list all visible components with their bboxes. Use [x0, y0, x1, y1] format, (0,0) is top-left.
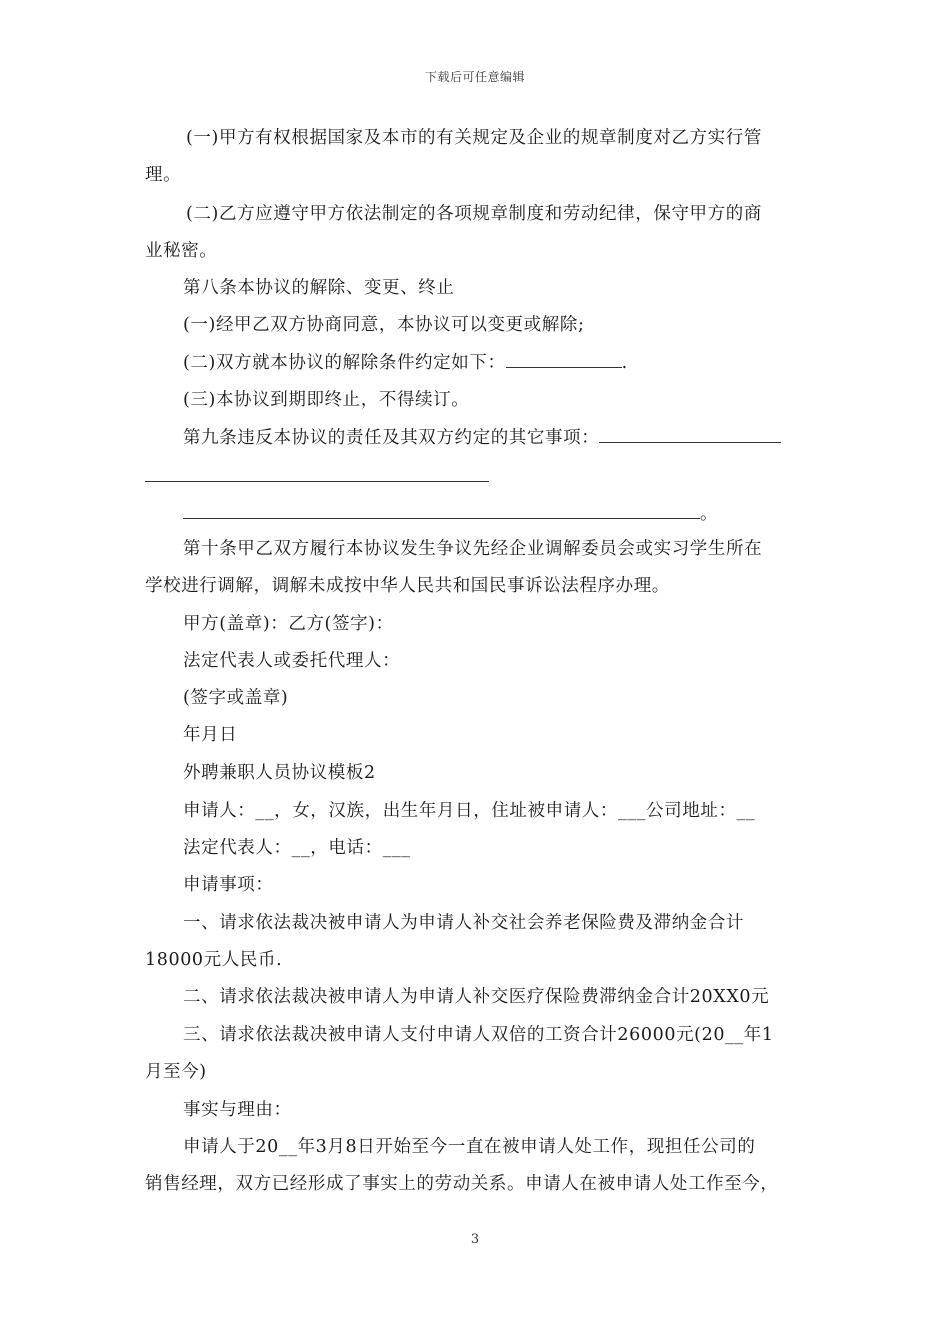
- legal-representative-info: 法定代表人：__，电话：___: [183, 838, 411, 858]
- applicant-info: 申请人：__，女，汉族，出生年月日，住址被申请人：___公司地址：__: [183, 801, 756, 821]
- facts-line-1: 申请人于20__年3月8日开始至今一直在被申请人处工作，现担任公司的: [183, 1137, 756, 1157]
- clause-2-line-1: (二)乙方应遵守甲方依法制定的各项规章制度和劳动纪律，保守甲方的商: [186, 204, 762, 224]
- blank-line: [183, 504, 700, 519]
- claim-1-line-1: 一、请求依法裁决被申请人为申请人补交社会养老保险费及滞纳金合计: [183, 913, 745, 933]
- article-10-line-1: 第十条甲乙双方履行本协议发生争议先经企业调解委员会或实习学生所在: [183, 539, 763, 559]
- article-8-item-3: (三)本协议到期即终止，不得续订。: [183, 390, 470, 410]
- signature-seal: (签字或盖章): [183, 688, 289, 708]
- claims-heading: 申请事项：: [183, 875, 274, 895]
- claim-2: 二、请求依法裁决被申请人为申请人补交医疗保险费滞纳金合计20XX0元: [183, 987, 770, 1007]
- article-10-line-2: 学校进行调解，调解未成按中华人民共和国民事诉讼法程序办理。: [145, 576, 670, 596]
- signature-representative: 法定代表人或委托代理人：: [183, 651, 401, 671]
- page-number: 3: [470, 1232, 480, 1247]
- clause-2-line-2: 业秘密。: [145, 241, 218, 261]
- clause-1-line-2: 理。: [145, 165, 182, 185]
- claim-3-line-2: 月至今): [145, 1062, 207, 1082]
- article-8-heading: 第八条本协议的解除、变更、终止: [183, 278, 455, 298]
- blank-line: [599, 428, 781, 443]
- article-8-item-2-end: .: [621, 353, 628, 373]
- template-2-title: 外聘兼职人员协议模板2: [183, 763, 376, 783]
- facts-heading: 事实与理由：: [183, 1100, 292, 1120]
- claim-1-line-2: 18000元人民币.: [145, 950, 283, 970]
- page-header-note: 下载后可任意编辑: [424, 70, 525, 84]
- blank-line: [506, 353, 622, 368]
- claim-3-line-1: 三、请求依法裁决被申请人支付申请人双倍的工资合计26000元(20__年1: [183, 1025, 774, 1045]
- article-9: [183, 426, 781, 450]
- article-8-item-1: (一)经甲乙双方协商同意，本协议可以变更或解除;: [183, 315, 585, 335]
- signature-parties: 甲方(盖章)：乙方(签字)：: [183, 614, 394, 634]
- article-9-end: 。: [700, 504, 719, 524]
- clause-1-line-1: (一)甲方有权根据国家及本市的有关规定及企业的规章制度对乙方实行管: [186, 128, 762, 148]
- article-8-item-2-text: (二)双方就本协议的解除条件约定如下：: [183, 353, 506, 373]
- signature-date: 年月日: [183, 725, 238, 745]
- blank-line: [145, 481, 489, 482]
- article-9-text: 第九条违反本协议的责任及其双方约定的其它事项：: [183, 428, 600, 448]
- article-8-item-2: [183, 351, 628, 375]
- article-9-continuation: [183, 502, 718, 526]
- facts-line-2: 销售经理，双方已经形成了事实上的劳动关系。申请人在被申请人处工作至今，: [145, 1174, 779, 1194]
